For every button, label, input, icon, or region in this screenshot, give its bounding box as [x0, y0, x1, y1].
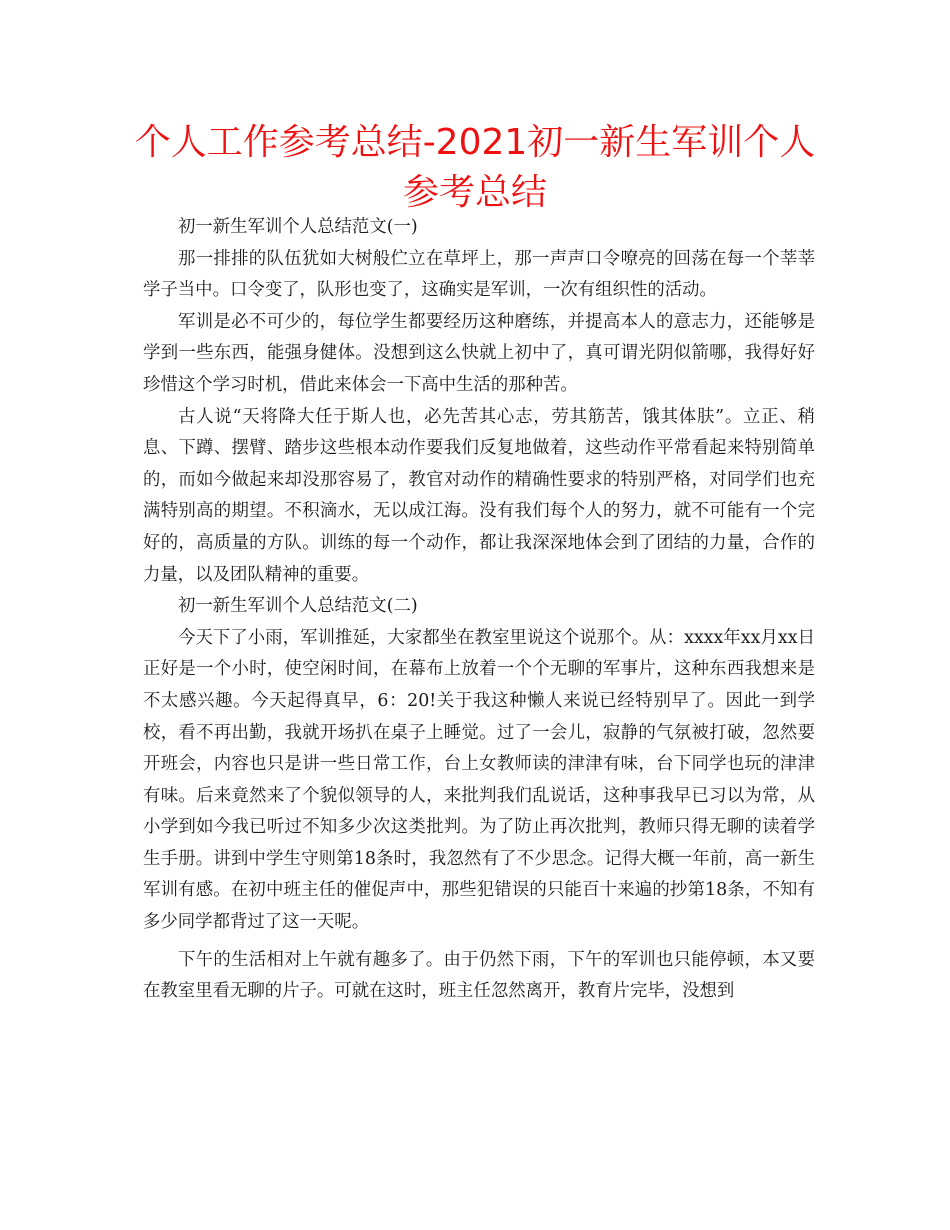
paragraph: 古人说“天将降大任于斯人也，必先苦其心志，劳其筋苦，饿其体肤”。立正、稍息、下蹲、摆臂、踏步这些根本动作要我们反复地做着，这些动作平常看起来特别简单的，而如今做起来却没那容易了，教官对动作的精确性要求的特别严格，对同学们也充满特别高的期望。不积滴水，无以成江海。没有我们每个人的努力，就不可能有一个完好的，高质量的方队。训练的每一个动作，都让我深深地体会到了团结的力量，合作的力量，以及团队精神的重要。	[143, 406, 815, 585]
paragraph: 今天下了小雨，军训推延，大家都坐在教室里说这个说那个。从：xxxx年xx月xx日正好是一个小时，使空闲时间，在幕布上放着一个个无聊的军事片，这种东西我想来是不太感兴趣。今天起得真早，6：20!关于我这种懒人来说已经特别早了。因此一到学校，看不再出勤，我就开场扒在桌子上睡觉。过了一会儿，寂静的气氛被打破，忽然要开班会，内容也只是讲一些日常工作，台上女教师读的津津有味，台下同学也玩的津津有味。后来竟然来了个貌似领导的人，来批判我们乱说话，这种事我早已习以为常，从小学到如今我已听过不知多少次这类批判。为了防止再次批判，教师只得无聊的读着学生手册。讲到中学生守则第18条时，我忽然有了不少思念。记得大概一年前，高一新生军训有感。在初中班主任的催促声中，那些犯错误的只能百十来遍的抄第18条，不知有多少同学都背过了这一天呢。	[143, 627, 815, 933]
document-body	[143, 212, 815, 1008]
document-title: 个人工作参考总结-2021初一新生军训个人参考总结	[134, 122, 816, 213]
paragraph: 那一排排的队伍犹如大树般伫立在草坪上，那一声声口令嘹亮的回荡在每一个莘莘学子当中。口令变了，队形也变了，这确实是军训，一次有组织性的活动。	[143, 248, 815, 301]
paragraph: 军训是必不可少的，每位学生都要经历这种磨练，并提高本人的意志力，还能够是学到一些东西，能强身健体。没想到这么快就上初中了，真可谓光阴似箭哪，我得好好珍惜这个学习时机，借此来体会一下高中生活的那种苦。	[143, 311, 815, 395]
paragraph: 下午的生活相对上午就有趣多了。由于仍然下雨，下午的军训也只能停顿，本又要在教室里看无聊的片子。可就在这时，班主任忽然离开，教育片完毕，没想到	[143, 949, 815, 1002]
section-heading-2: 初一新生军训个人总结范文(二)	[178, 596, 418, 617]
section-heading-1: 初一新生军训个人总结范文(一)	[178, 217, 418, 237]
